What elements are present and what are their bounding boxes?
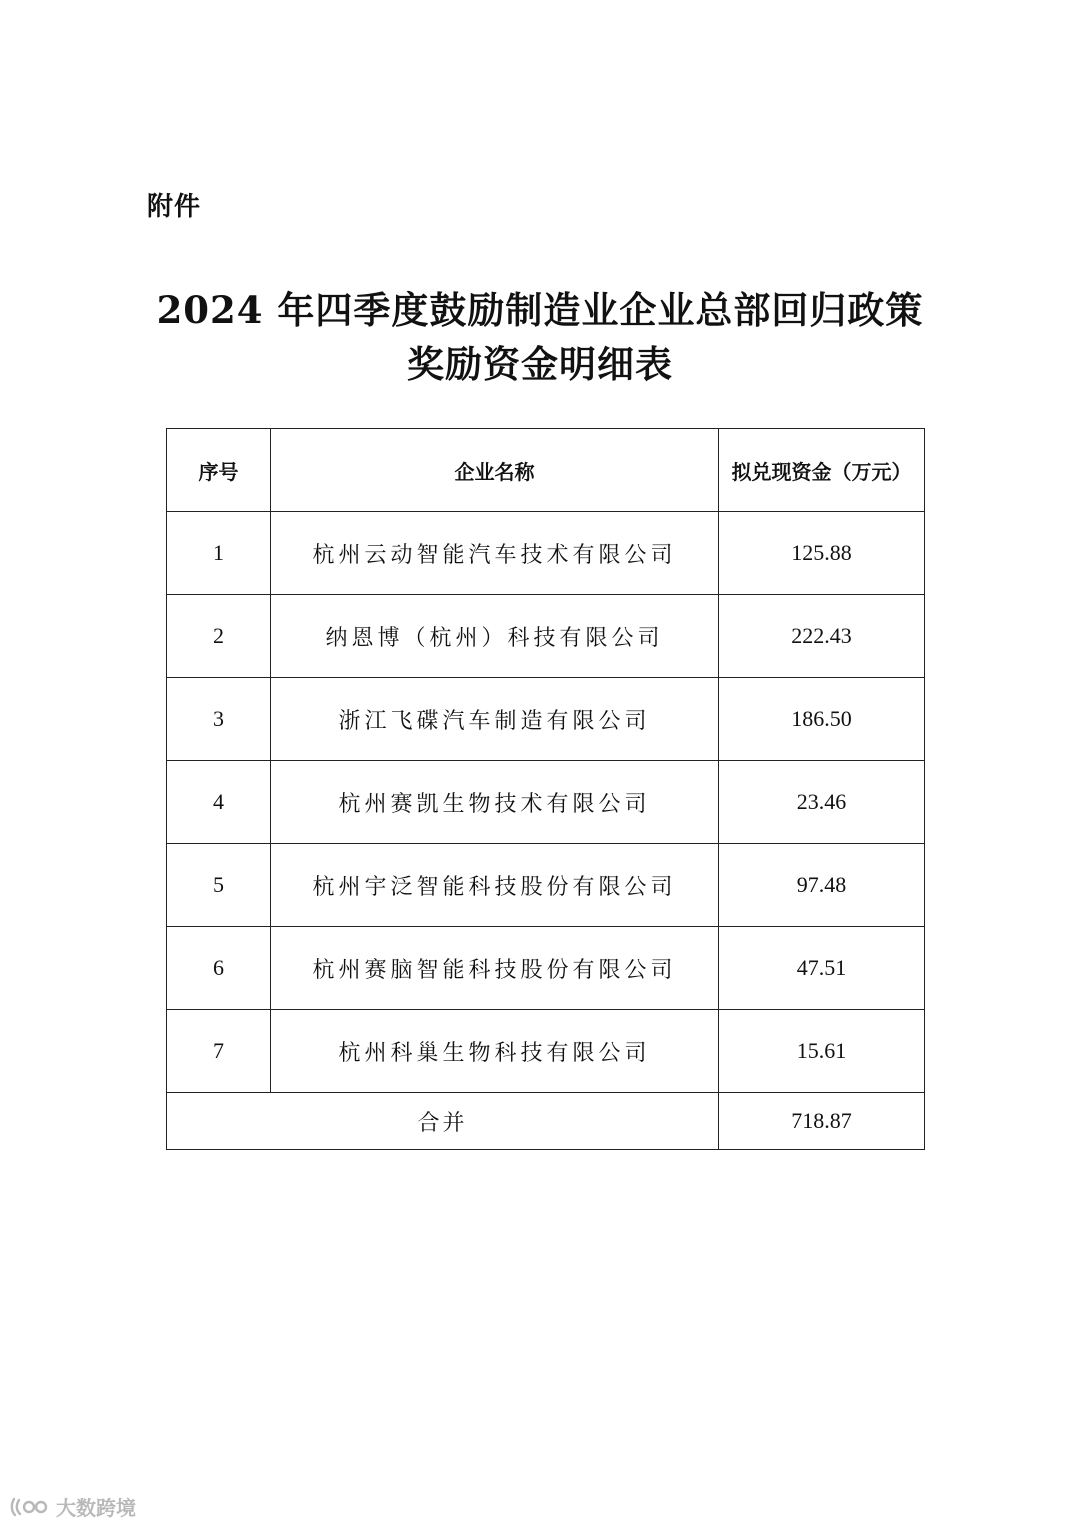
header-index: 序号 xyxy=(167,429,271,512)
table-row xyxy=(167,678,925,761)
row-index: 2 xyxy=(167,595,271,678)
row-index: 5 xyxy=(167,844,271,927)
reward-detail-table xyxy=(166,428,925,1150)
table-total-row xyxy=(167,1093,925,1150)
watermark xyxy=(10,1492,136,1521)
row-amount: 222.43 xyxy=(719,595,925,678)
attachment-label: 附件 xyxy=(147,192,202,222)
row-company: 纳恩博（杭州）科技有限公司 xyxy=(271,595,719,678)
document-title-line2: 奖励资金明细表 xyxy=(407,342,673,386)
table-row xyxy=(167,927,925,1010)
row-index: 3 xyxy=(167,678,271,761)
row-index: 4 xyxy=(167,761,271,844)
row-company: 浙江飞碟汽车制造有限公司 xyxy=(271,678,719,761)
row-amount: 186.50 xyxy=(719,678,925,761)
row-company: 杭州科巢生物科技有限公司 xyxy=(271,1010,719,1093)
brand-logo-icon xyxy=(10,1496,50,1518)
row-company: 杭州赛脑智能科技股份有限公司 xyxy=(271,927,719,1010)
total-label: 合并 xyxy=(167,1093,719,1150)
table-row xyxy=(167,844,925,927)
row-index: 7 xyxy=(167,1010,271,1093)
row-amount: 47.51 xyxy=(719,927,925,1010)
row-amount: 97.48 xyxy=(719,844,925,927)
row-company: 杭州赛凯生物技术有限公司 xyxy=(271,761,719,844)
header-amount: 拟兑现资金（万元） xyxy=(719,429,925,512)
table-header-row xyxy=(167,429,925,512)
row-amount: 23.46 xyxy=(719,761,925,844)
table-row xyxy=(167,1010,925,1093)
total-amount: 718.87 xyxy=(719,1093,925,1150)
row-amount: 15.61 xyxy=(719,1010,925,1093)
table-row xyxy=(167,512,925,595)
row-index: 1 xyxy=(167,512,271,595)
row-company: 杭州云动智能汽车技术有限公司 xyxy=(271,512,719,595)
header-company: 企业名称 xyxy=(271,429,719,512)
document-title-line1: 2024 年四季度鼓励制造业企业总部回归政策 xyxy=(156,288,924,332)
table-row xyxy=(167,595,925,678)
row-amount: 125.88 xyxy=(719,512,925,595)
table-row xyxy=(167,761,925,844)
watermark-text: 大数跨境 xyxy=(56,1496,136,1520)
row-index: 6 xyxy=(167,927,271,1010)
row-company: 杭州宇泛智能科技股份有限公司 xyxy=(271,844,719,927)
